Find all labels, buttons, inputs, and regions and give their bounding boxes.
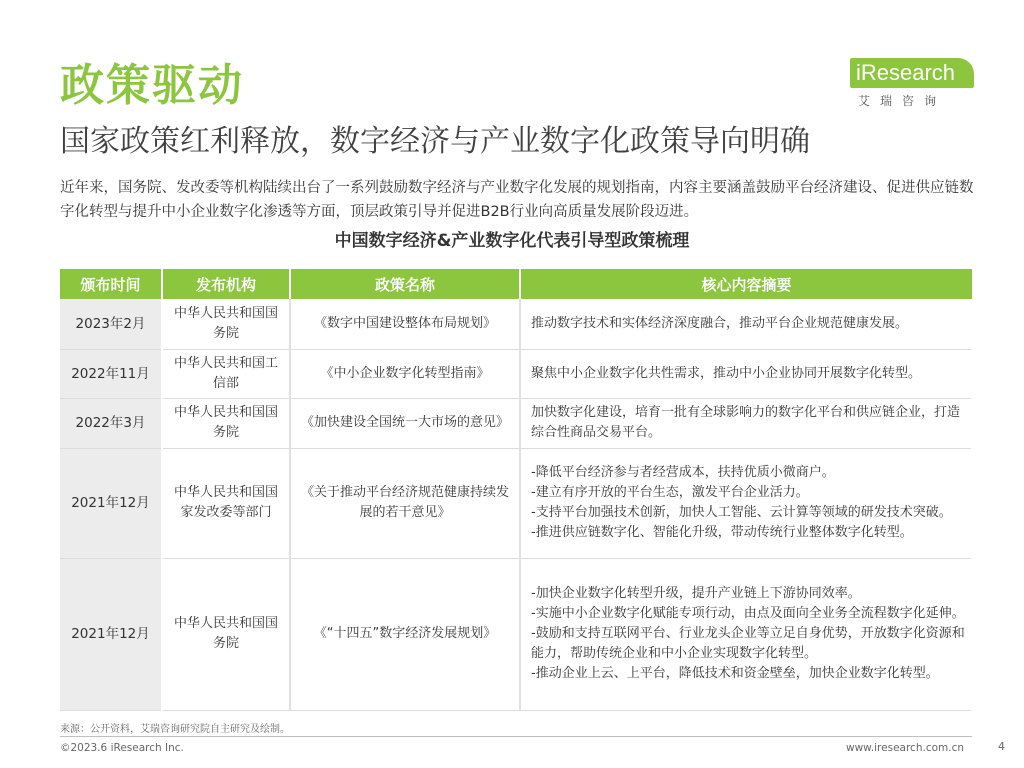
summary-line: -推动企业上云、上平台，降低技术和资金壁垒，加快企业数字化转型。 xyxy=(531,666,939,681)
summary-line: -推进供应链数字化、智能化升级，带动传统行业整体数字化转型。 xyxy=(531,525,913,540)
table-row xyxy=(60,448,972,558)
table-row xyxy=(60,349,972,398)
summary-line: -降低平台经济参与者经营成本，扶持优质小微商户。 xyxy=(531,465,835,480)
cell-policy: 《关于推动平台经济规范健康持续发展的若干意见》 xyxy=(290,448,520,558)
summary-line: 加快数字化建设，培育一批有全球影响力的数字化平台和供应链企业，打造综合性商品交易平台。 xyxy=(531,405,961,440)
cell-agency: 中华人民共和国工信部 xyxy=(162,349,290,398)
cell-summary xyxy=(520,448,972,558)
summary-line: 聚焦中小企业数字化共性需求，推动中小企业协同开展数字化转型。 xyxy=(531,365,922,381)
summary-line: -实施中小企业数字化赋能专项行动，由点及面向全业务全流程数字化延伸。 xyxy=(531,606,965,621)
cell-agency: 中华人民共和国国务院 xyxy=(162,299,290,349)
cell-date: 2022年11月 xyxy=(60,349,162,398)
source-note: 来源：公开资料，艾瑞咨询研究院自主研究及绘制。 xyxy=(60,724,290,735)
cell-date: 2023年2月 xyxy=(60,299,162,349)
cell-policy: 《数字中国建设整体布局规划》 xyxy=(290,299,520,349)
header-date: 颁布时间 xyxy=(60,269,162,299)
table-title: 中国数字经济&产业数字化代表引导型政策梳理 xyxy=(334,231,690,251)
cell-summary xyxy=(520,349,972,398)
policy-table xyxy=(60,269,973,711)
summary-line: -加快企业数字化转型升级，提升产业链上下游协同效率。 xyxy=(531,586,861,601)
table-row xyxy=(60,398,972,448)
iresearch-logo xyxy=(848,52,978,116)
table-row xyxy=(60,558,972,710)
table-row xyxy=(60,299,972,349)
summary-line: -支持平台加强技术创新，加快人工智能、云计算等领域的研发技术突破。 xyxy=(531,505,952,520)
header-agency: 发布机构 xyxy=(162,269,290,299)
cell-policy: 《加快建设全国统一大市场的意见》 xyxy=(290,398,520,448)
website-link[interactable]: www.iresearch.com.cn xyxy=(846,742,965,754)
intro-paragraph: 近年来，国务院、发改委等机构陆续出台了一系列鼓励数字经济与产业数字化发展的规划指南，内容主要涵盖鼓励平台经济建设、促进供应链数字化转型与提升中小企业数字化渗透等方面，顶层政策引导并促进B2B行业向高质量发展阶段迈进。 xyxy=(60,180,974,220)
header-policy: 政策名称 xyxy=(290,269,520,299)
footer-divider xyxy=(60,736,972,737)
cell-agency: 中华人民共和国国家发改委等部门 xyxy=(162,448,290,558)
cell-date: 2021年12月 xyxy=(60,558,162,710)
cell-summary xyxy=(520,398,972,448)
page-number: 4 xyxy=(998,740,1005,753)
logo-subtext: 艾瑞咨询 xyxy=(858,94,947,108)
cell-policy: 《中小企业数字化转型指南》 xyxy=(290,349,520,398)
table-header-row xyxy=(60,269,972,299)
copyright-text: ©2023.6 iResearch Inc. xyxy=(60,742,184,754)
summary-line: -鼓励和支持互联网平台、行业龙头企业等立足自身优势，开放数字化资源和能力，帮助传统企业和中小企业实现数字化转型。 xyxy=(531,626,965,661)
page-subtitle: 国家政策红利释放，数字经济与产业数字化政策导向明确 xyxy=(60,124,810,159)
summary-line: 推动数字技术和实体经济深度融合，推动平台企业规范健康发展。 xyxy=(531,315,909,331)
cell-policy: 《“十四五”数字经济发展规划》 xyxy=(290,558,520,710)
cell-summary xyxy=(520,558,972,710)
cell-date: 2021年12月 xyxy=(60,448,162,558)
summary-line: -建立有序开放的平台生态，激发平台企业活力。 xyxy=(531,485,809,500)
header-summary: 核心内容摘要 xyxy=(520,269,972,299)
cell-summary xyxy=(520,299,972,349)
logo-wordmark: iResearch xyxy=(850,58,974,88)
cell-date: 2022年3月 xyxy=(60,398,162,448)
cell-agency: 中华人民共和国国务院 xyxy=(162,558,290,710)
page-title: 政策驱动 xyxy=(60,60,244,111)
cell-agency: 中华人民共和国国务院 xyxy=(162,398,290,448)
